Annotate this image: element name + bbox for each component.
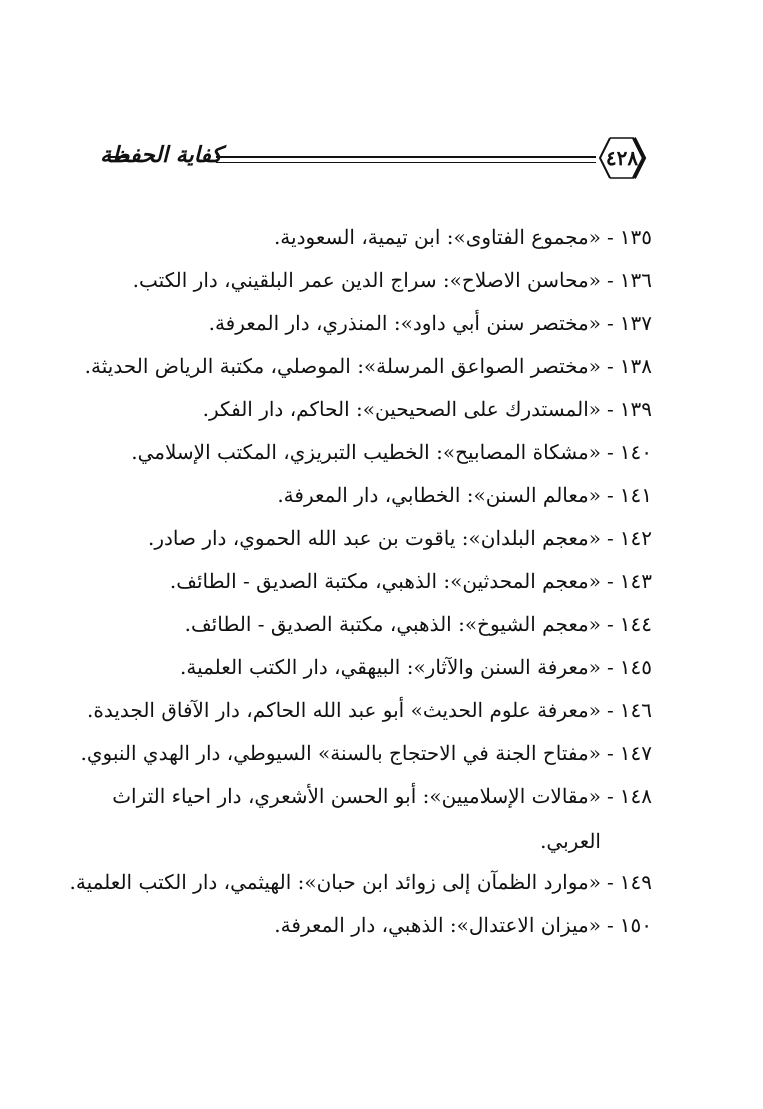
page-header [0,0,763,200]
entry-number: ١٤٠ [619,440,652,464]
entry-text: «مجموع الفتاوى»: ابن تيمية، السعودية. [273,225,601,249]
running-title: كفاية الحفظة [100,142,222,168]
list-item [60,861,652,904]
entry-separator: - [607,526,614,550]
list-item [60,259,652,302]
entry-separator: - [607,311,614,335]
entry-separator: - [607,569,614,593]
header-rule [216,156,596,158]
list-item [60,474,652,517]
entry-separator: - [607,655,614,679]
entry-text: «معرفة السنن والآثار»: البيهقي، دار الكتب العلمية. [180,655,601,679]
entry-text: «معرفة علوم الحديث» أبو عبد الله الحاكم، دار الآفاق الجديدة. [87,698,601,722]
entry-separator: - [607,741,614,765]
entry-number: ١٤٦ [619,698,652,722]
entry-number: ١٤٩ [619,870,652,894]
list-item [60,603,652,646]
entry-separator: - [607,698,614,722]
entry-number: ١٤٤ [619,612,652,636]
entry-separator: - [607,784,614,808]
entry-text: «مختصر سنن أبي داود»: المنذري، دار المعرفة. [208,311,601,335]
entry-number: ١٣٨ [619,354,652,378]
entry-number: ١٤٧ [619,741,652,765]
entry-separator: - [607,483,614,507]
entry-text: «معالم السنن»: الخطابي، دار المعرفة. [277,483,601,507]
list-item [60,388,652,431]
entry-text-line: «مقالات الإسلاميين»: أبو الحسن الأشعري، دار احياء التراث [112,784,601,808]
list-item [60,302,652,345]
list-item [60,431,652,474]
bibliography-list [60,216,652,947]
entry-text: «مختصر الصواعق المرسلة»: الموصلي، مكتبة الرياض الحديثة. [84,354,601,378]
entry-separator: - [607,440,614,464]
page-number-frame [596,134,648,182]
entry-text [60,775,601,861]
entry-number: ١٤٥ [619,655,652,679]
entry-separator: - [607,397,614,421]
entry-text: «موارد الظمآن إلى زوائد ابن حبان»: الهيثمي، دار الكتب العلمية. [69,870,601,894]
header-rule-thin [216,162,596,163]
entry-text: «مفتاح الجنة في الاحتجاج بالسنة» السيوطي، دار الهدي النبوي. [80,741,601,765]
entry-number: ١٣٦ [619,268,652,292]
entry-number: ١٤٣ [619,569,652,593]
entry-text: «ميزان الاعتدال»: الذهبي، دار المعرفة. [274,913,601,937]
list-item [60,517,652,560]
list-item [60,689,652,732]
entry-separator: - [607,913,614,937]
entry-number: ١٤٢ [619,526,652,550]
list-item [60,646,652,689]
entry-number: ١٣٩ [619,397,652,421]
entry-number: ١٤١ [619,483,652,507]
list-item [60,904,652,947]
entry-separator: - [607,268,614,292]
list-item [60,216,652,259]
entry-number: ١٣٥ [619,225,652,249]
entry-number: ١٤٨ [619,784,652,808]
list-item [60,732,652,775]
entry-text: «معجم الشيوخ»: الذهبي، مكتبة الصديق - الطائف. [184,612,601,636]
list-item [60,775,652,861]
entry-text: «معجم المحدثين»: الذهبي، مكتبة الصديق - الطائف. [169,569,601,593]
entry-separator: - [607,612,614,636]
list-item [60,345,652,388]
page-number: ٤٢٨ [605,146,639,170]
entry-separator: - [607,225,614,249]
entry-separator: - [607,354,614,378]
entry-text: «محاسن الاصلاح»: سراج الدين عمر البلقيني، دار الكتب. [132,268,601,292]
entry-separator: - [607,870,614,894]
list-item [60,560,652,603]
entry-number: ١٣٧ [619,311,652,335]
entry-text: «معجم البلدان»: ياقوت بن عبد الله الحموي، دار صادر. [147,526,601,550]
entry-text: «مشكاة المصابيح»: الخطيب التبريزي، المكتب الإسلامي. [131,440,601,464]
entry-text-continuation: العربي. [540,829,601,853]
entry-number: ١٥٠ [619,913,652,937]
entry-text: «المستدرك على الصحيحين»: الحاكم، دار الفكر. [202,397,601,421]
